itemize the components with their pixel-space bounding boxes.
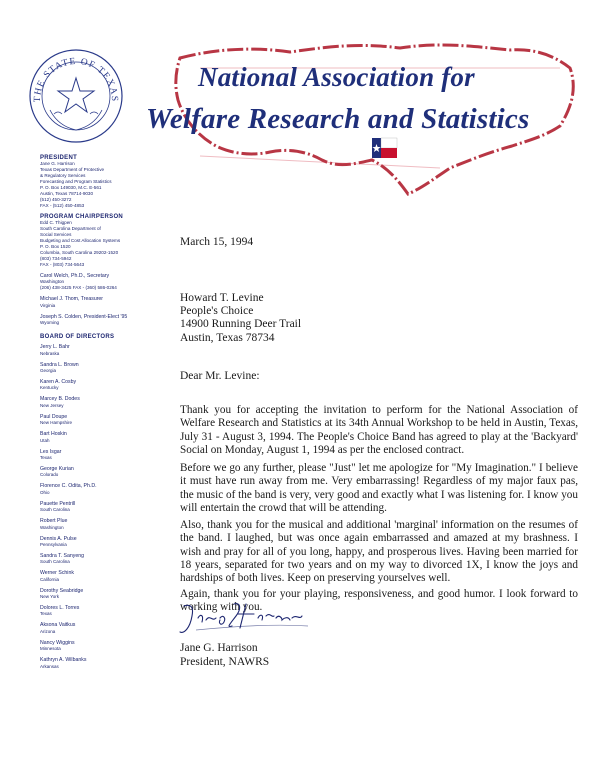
- sidebar-line: Texas Department of Protective: [40, 167, 105, 172]
- board-member-state: Kentucky: [40, 385, 59, 391]
- sidebar-line: FAX - (803) 734-5643: [40, 262, 85, 267]
- board-member-state: Minnesota: [40, 646, 61, 652]
- board-member-state: New Hampshire: [40, 420, 73, 426]
- sidebar-line: Social Services: [40, 232, 72, 237]
- board-member-state: Texas: [40, 611, 52, 617]
- board-member-name: Robert Plue: [40, 518, 68, 525]
- board-block: [40, 334, 140, 669]
- board-member: [40, 483, 140, 495]
- sidebar-line: Jane G. Harrison: [40, 161, 75, 166]
- sidebar-line: Wyoming: [40, 320, 60, 326]
- board-member-state: Georgia: [40, 368, 57, 374]
- officer-president-elect: [40, 314, 140, 326]
- org-name-line1: National Association for: [198, 62, 475, 92]
- board-member-name: Marcey B. Dodes: [40, 396, 80, 403]
- board-member-state: Pennsylvania: [40, 541, 67, 547]
- texas-flag-icon: [372, 138, 397, 158]
- sidebar-line: Austin, Texas 78714-9030: [40, 191, 94, 196]
- texas-seal-icon: [28, 48, 124, 144]
- board-member: [40, 396, 140, 408]
- officer-name: Michael J. Thom, Treasurer: [40, 296, 104, 303]
- board-member: [40, 414, 140, 426]
- board-heading: BOARD OF DIRECTORS: [40, 334, 115, 341]
- board-member-state: Utah: [40, 437, 50, 443]
- officer-name: Carol Welch, Ph.D., Secretary: [40, 273, 110, 279]
- body-paragraph: Before we go any further, please "Just" let me apologize for "My Imagination." I believe it must have run away from me. Very embarrassing! Regardless of my major faux pas, the music of the band is very, very good and exactly what I was listening for. I know you will entertain the crowd that will be attending.: [180, 462, 578, 514]
- program-chair-block: [40, 214, 140, 268]
- sidebar-line: Columbia, South Carolina 29202-1520: [40, 250, 119, 255]
- board-member: [40, 605, 140, 617]
- board-member-state: Washington: [40, 524, 64, 530]
- signer-name: Jane G. Harrison: [180, 642, 258, 654]
- sidebar-line: Washington: [40, 279, 65, 285]
- sidebar-line: (512) 450-3272: [40, 197, 72, 202]
- board-member: [40, 501, 140, 513]
- board-member: [40, 379, 140, 391]
- officer-name: Joseph S. Colden, President-Elect '95: [40, 313, 128, 320]
- officer-treasurer: [40, 296, 140, 308]
- sidebar-line: & Regulatory Services: [40, 173, 86, 178]
- signer-title: President, NAWRS: [180, 656, 270, 668]
- board-member-name: Dolores L. Torres: [40, 605, 80, 612]
- salutation: Dear Mr. Levine:: [180, 370, 260, 382]
- sidebar-line: (803) 734-5942: [40, 256, 72, 261]
- board-member-name: Jerry L. Bahr: [40, 344, 70, 351]
- board-member: [40, 344, 140, 356]
- body-paragraph: Again, thank you for your playing, responsiveness, and good humor. I look forward to working with you.: [180, 588, 578, 614]
- board-member: [40, 640, 140, 652]
- board-member-name: George Kurian: [40, 465, 74, 472]
- board-member-state: New Jersey: [40, 402, 64, 408]
- board-member-name: Pauette Pentrill: [40, 500, 76, 507]
- board-member-name: Bart Hoskin: [40, 431, 67, 438]
- board-member-name: Werner Schink: [40, 570, 74, 577]
- body-paragraph: Thank you for accepting the invitation to perform for the National Association of Welfare Research and Statistics at its 34th Annual Workshop to be held in Austin, Texas, July 31 - August 3, 1994. The People's Choice Band has agreed to play at the 'Backyard' Social on Monday, August 1, 1994 as per the enclosed contract.: [180, 404, 578, 456]
- sidebar-line: P. O. Box 1520: [40, 244, 71, 249]
- svg-text:THE STATE OF TEXAS: THE STATE OF TEXAS: [32, 56, 120, 103]
- program-chair-heading: PROGRAM CHAIRPERSON: [40, 214, 124, 220]
- board-member-state: Arkansas: [40, 663, 59, 669]
- recipient-line: Austin, Texas 78734: [180, 331, 275, 344]
- recipient-address: [180, 292, 301, 345]
- sidebar-line: Edd C. Thigpen: [40, 220, 72, 225]
- sidebar-line: (206) 438-3425 FAX - (360) 586-0264: [40, 285, 117, 291]
- sidebar-line: FAX - (512) 450-4853: [40, 203, 85, 208]
- board-member: [40, 657, 140, 669]
- board-member-state: California: [40, 576, 60, 582]
- president-block: [40, 155, 140, 209]
- sidebar-line: Virginia: [40, 302, 56, 308]
- recipient-line: 14900 Running Deer Trail: [180, 318, 302, 331]
- handwritten-signature: [176, 596, 316, 642]
- board-member-state: Colorado: [40, 472, 59, 478]
- sidebar-line: Forecasting and Program Statistics: [40, 179, 112, 184]
- board-member-name: Dennis A. Pulse: [40, 535, 77, 542]
- board-member: [40, 622, 140, 634]
- board-member-name: Dorothy Seabridge: [40, 587, 84, 594]
- board-member-state: Texas: [40, 454, 52, 460]
- board-member-state: New York: [40, 594, 60, 600]
- officers-sidebar: [40, 155, 140, 675]
- board-list: [40, 344, 140, 669]
- board-member-name: Les Isgar: [40, 448, 62, 455]
- board-member-name: Sandra L. Brown: [40, 361, 79, 368]
- board-member-state: South Carolina: [40, 559, 70, 565]
- board-member: [40, 466, 140, 478]
- officer-secretary: [40, 273, 140, 291]
- board-member-name: Nancy Wiggins: [40, 639, 75, 646]
- sidebar-line: South Carolina Department of: [40, 226, 101, 231]
- letter-date: March 15, 1994: [180, 236, 254, 248]
- board-member-state: Arizona: [40, 628, 56, 634]
- board-member: [40, 431, 140, 443]
- board-member-name: Karen A. Cosby: [40, 379, 77, 385]
- president-heading: PRESIDENT: [40, 155, 78, 161]
- board-member: [40, 553, 140, 565]
- sidebar-line: P. O. Box 149030, M.C. E-561: [40, 185, 102, 190]
- recipient-line: Howard T. Levine: [180, 292, 264, 304]
- recipient-line: People's Choice: [180, 305, 254, 318]
- body-paragraph: Also, thank you for the musical and additional 'marginal' information on the resumes of the band. I laughed, but was once again embarrassed and amazed at my brashness. I wish and pray for all of you long, happy, and prosperous lives. Having been married for 18 years, separated for two years and on my way to divorced 1X, I know the joys and hardships of both lives. Keep on preserving yourselves well.: [180, 519, 578, 585]
- board-member-name: Sandra T. Sanyeng: [40, 552, 85, 559]
- board-member-state: Ohio: [40, 489, 50, 495]
- board-member-name: Aksona Vaitkus: [40, 622, 76, 629]
- board-member: [40, 449, 140, 461]
- board-member-name: Paul Doupe: [40, 413, 68, 420]
- board-member-state: Nebraska: [40, 350, 60, 356]
- board-member: [40, 570, 140, 582]
- board-member: [40, 362, 140, 374]
- board-member: [40, 588, 140, 600]
- sidebar-line: Budgeting and Cost Allocation Systems: [40, 238, 121, 243]
- board-member-state: South Carolina: [40, 507, 70, 513]
- board-member: [40, 518, 140, 530]
- board-member-name: Kathryn A. Wilbanks: [40, 657, 87, 664]
- board-member-name: Florence C. Odita, Ph.D.: [40, 483, 97, 490]
- board-member: [40, 536, 140, 548]
- org-name-line2: Welfare Research and Statistics: [146, 103, 530, 135]
